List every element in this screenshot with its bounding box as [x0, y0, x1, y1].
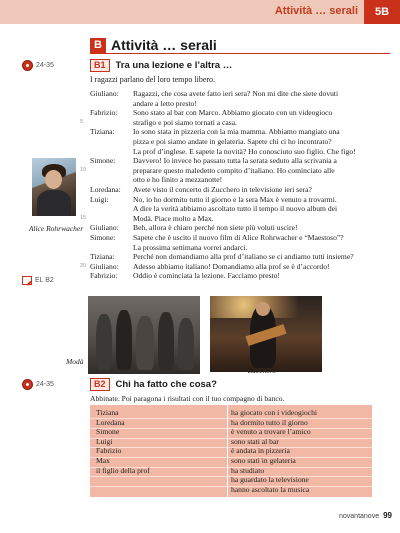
line-number: 20	[80, 263, 87, 269]
utterance: La prossima settimana vorrei andarci.	[133, 242, 248, 252]
line-number: 5	[80, 119, 84, 125]
alice-rohrwacher-photo	[32, 158, 76, 216]
speaker: Tiziana:	[90, 252, 115, 262]
activity-item: hanno ascoltato la musica	[231, 484, 310, 494]
dialogue-line	[90, 89, 390, 99]
audio-cd-icon	[22, 379, 33, 390]
subject-item: Max	[96, 455, 110, 465]
utterance: La prof d’inglese. E sapete la novità? Ho conosciuto suo figlio. Che figo!	[133, 146, 356, 156]
line-number: 10	[80, 167, 87, 173]
dialogue-line	[90, 118, 390, 128]
zucchero-concert-photo	[210, 296, 322, 372]
page-footer	[339, 511, 392, 520]
utterance: Sapete che è uscito il nuovo film di Alice Rohrwacher e “Maestoso”?	[133, 232, 344, 242]
utterance: preparare questo maledetto compito d’italiano. Ho cominciato alle	[133, 165, 335, 175]
dialogue-line	[90, 243, 390, 253]
speaker	[90, 243, 133, 253]
activities-column	[231, 408, 317, 494]
exercise-title: Chi ha fatto che cosa?	[115, 379, 217, 390]
exercise-b1-heading	[90, 59, 232, 72]
utterance: Beh, allora è chiaro perché non siete più voluti uscire!	[133, 223, 298, 233]
dialogue-line	[90, 156, 390, 166]
dialogue-line	[90, 223, 390, 233]
audio-cd-icon	[22, 60, 33, 71]
utterance: strafigo e poi siamo tornati a casa.	[133, 117, 237, 127]
section-badge: B	[90, 38, 106, 53]
speaker: Giuliano:	[90, 89, 119, 98]
activity-item: è venuto a trovare l’amico	[231, 427, 311, 437]
speaker	[90, 137, 133, 147]
dialogue-line	[90, 175, 390, 185]
dialogue-text	[90, 89, 390, 281]
utterance: Adesso abbiamo italiano! Domandiamo alla prof se è d’accordo!	[133, 261, 330, 271]
dialogue-line	[90, 99, 390, 109]
moda-caption: Modà	[66, 357, 84, 366]
dialogue-line	[90, 252, 390, 262]
dialogue-line	[90, 195, 390, 205]
dialogue-line	[90, 214, 390, 224]
utterance: Avete visto il concerto di Zucchero in televisione ieri sera?	[133, 184, 312, 194]
activity-item: ha studiato	[231, 465, 265, 475]
subject-item: Tiziana	[96, 408, 119, 417]
dialogue-line	[90, 127, 390, 137]
utterance: No, io ho dormito tutto il giorno e la sera Max è venuto a trovarmi.	[133, 194, 337, 204]
subject-item: il figlio della prof	[96, 465, 150, 475]
subject-item: Loredana	[96, 417, 125, 427]
activity-item: ha dormito tutto il giorno	[231, 417, 308, 427]
section-divider	[90, 53, 390, 54]
chapter-header-bar	[0, 0, 400, 24]
line-number: 15	[80, 215, 87, 221]
subject-item: Fabrizio	[96, 446, 122, 456]
activity-item: sono stati al bar	[231, 436, 279, 446]
activity-item: è andata in pizzeria	[231, 446, 290, 456]
dialogue-line	[90, 204, 390, 214]
page-number: 99	[383, 511, 392, 520]
exercise-title: Tra una lezione e l’altra …	[115, 60, 233, 71]
exercise-b2-heading	[90, 378, 217, 391]
speaker	[90, 166, 133, 176]
dialogue-line	[90, 137, 390, 147]
exercise-badge: B1	[90, 59, 110, 72]
subject-item: Simone	[96, 427, 120, 437]
exercise-reference: EL B2	[35, 277, 54, 284]
speaker: Fabrizio:	[90, 108, 118, 118]
speaker: Simone:	[90, 232, 116, 242]
speaker	[90, 99, 133, 109]
utterance: andare a letto presto!	[133, 98, 197, 108]
utterance: Sono stato al bar con Marco. Abbiamo giocato con un videogioco	[133, 108, 333, 118]
speaker	[90, 175, 133, 185]
dialogue-line	[90, 271, 390, 281]
speaker	[90, 204, 133, 214]
exercise-badge: B2	[90, 378, 110, 391]
zucchero-caption: Zucchero	[248, 366, 277, 375]
speaker	[90, 147, 133, 157]
speaker: Fabrizio:	[90, 271, 118, 281]
utterance: Davvero! Io invece ho passato tutta la serata seduto alla scrivania a	[133, 156, 337, 166]
activity-item: sono stati in gelateria	[231, 455, 296, 465]
speaker: Loredana:	[90, 184, 121, 194]
speaker: Giuliano:	[90, 261, 119, 271]
utterance: pizza e poi siamo andate in gelateria. Sapete chi ci ho incontrato?	[133, 136, 332, 146]
speaker	[90, 118, 133, 128]
utterance: Ragazzi, che cosa avete fatto ieri sera? Non mi dite che siete dovuti	[133, 89, 339, 98]
utterance: Io sono stata in pizzeria con la mia mamma. Abbiamo mangiato una	[133, 127, 340, 137]
utterance: Modà. Piace molto a Max.	[133, 213, 214, 223]
dialogue-line	[90, 147, 390, 157]
dialogue-line	[90, 108, 390, 118]
dialogue-line	[90, 166, 390, 176]
audio-track-number: 24-35	[36, 381, 54, 388]
dialogue-line	[90, 262, 390, 272]
utterance: otto e ho finito a mezzanotte!	[133, 175, 223, 185]
dialogue-intro: I ragazzi parlano del loro tempo libero.	[90, 75, 216, 84]
utterance: Oddio è cominciata la lezione. Facciamo presto!	[133, 271, 280, 281]
exercise-instruction: Abbinate. Poi paragona i risultati con il tuo compagno di banco.	[90, 394, 285, 403]
subject-item: Luigi	[96, 436, 113, 446]
speaker: Giuliano:	[90, 223, 119, 233]
utterance: A dire la verità abbiamo ascoltato tutto il tempo il nuovo album dei	[133, 204, 338, 214]
matching-table	[90, 405, 372, 497]
speaker	[90, 214, 133, 224]
speaker: Tiziana:	[90, 127, 115, 137]
audio-track-number: 24-35	[36, 62, 54, 69]
utterance: Perché non domandiamo alla prof d’italiano se ci andiamo tutti insieme?	[133, 252, 354, 262]
activity-item: ha guardato la televisione	[231, 475, 309, 485]
page-number-words: novantanove	[339, 513, 380, 520]
dialogue-line	[90, 185, 390, 195]
chapter-badge: 5B	[364, 0, 400, 24]
pencil-exercise-icon	[22, 276, 32, 285]
subjects-column	[96, 408, 150, 475]
section-title: Attività … serali	[110, 37, 217, 53]
alice-caption: Alice Rohrwacher	[28, 224, 84, 233]
speaker: Simone:	[90, 156, 116, 166]
activity-item: ha giocato con i videogiochi	[231, 408, 318, 417]
moda-band-photo	[88, 296, 200, 374]
chapter-title: Attività … serali	[274, 5, 358, 17]
speaker: Luigi:	[90, 194, 109, 204]
dialogue-line	[90, 233, 390, 243]
section-heading	[90, 37, 217, 53]
